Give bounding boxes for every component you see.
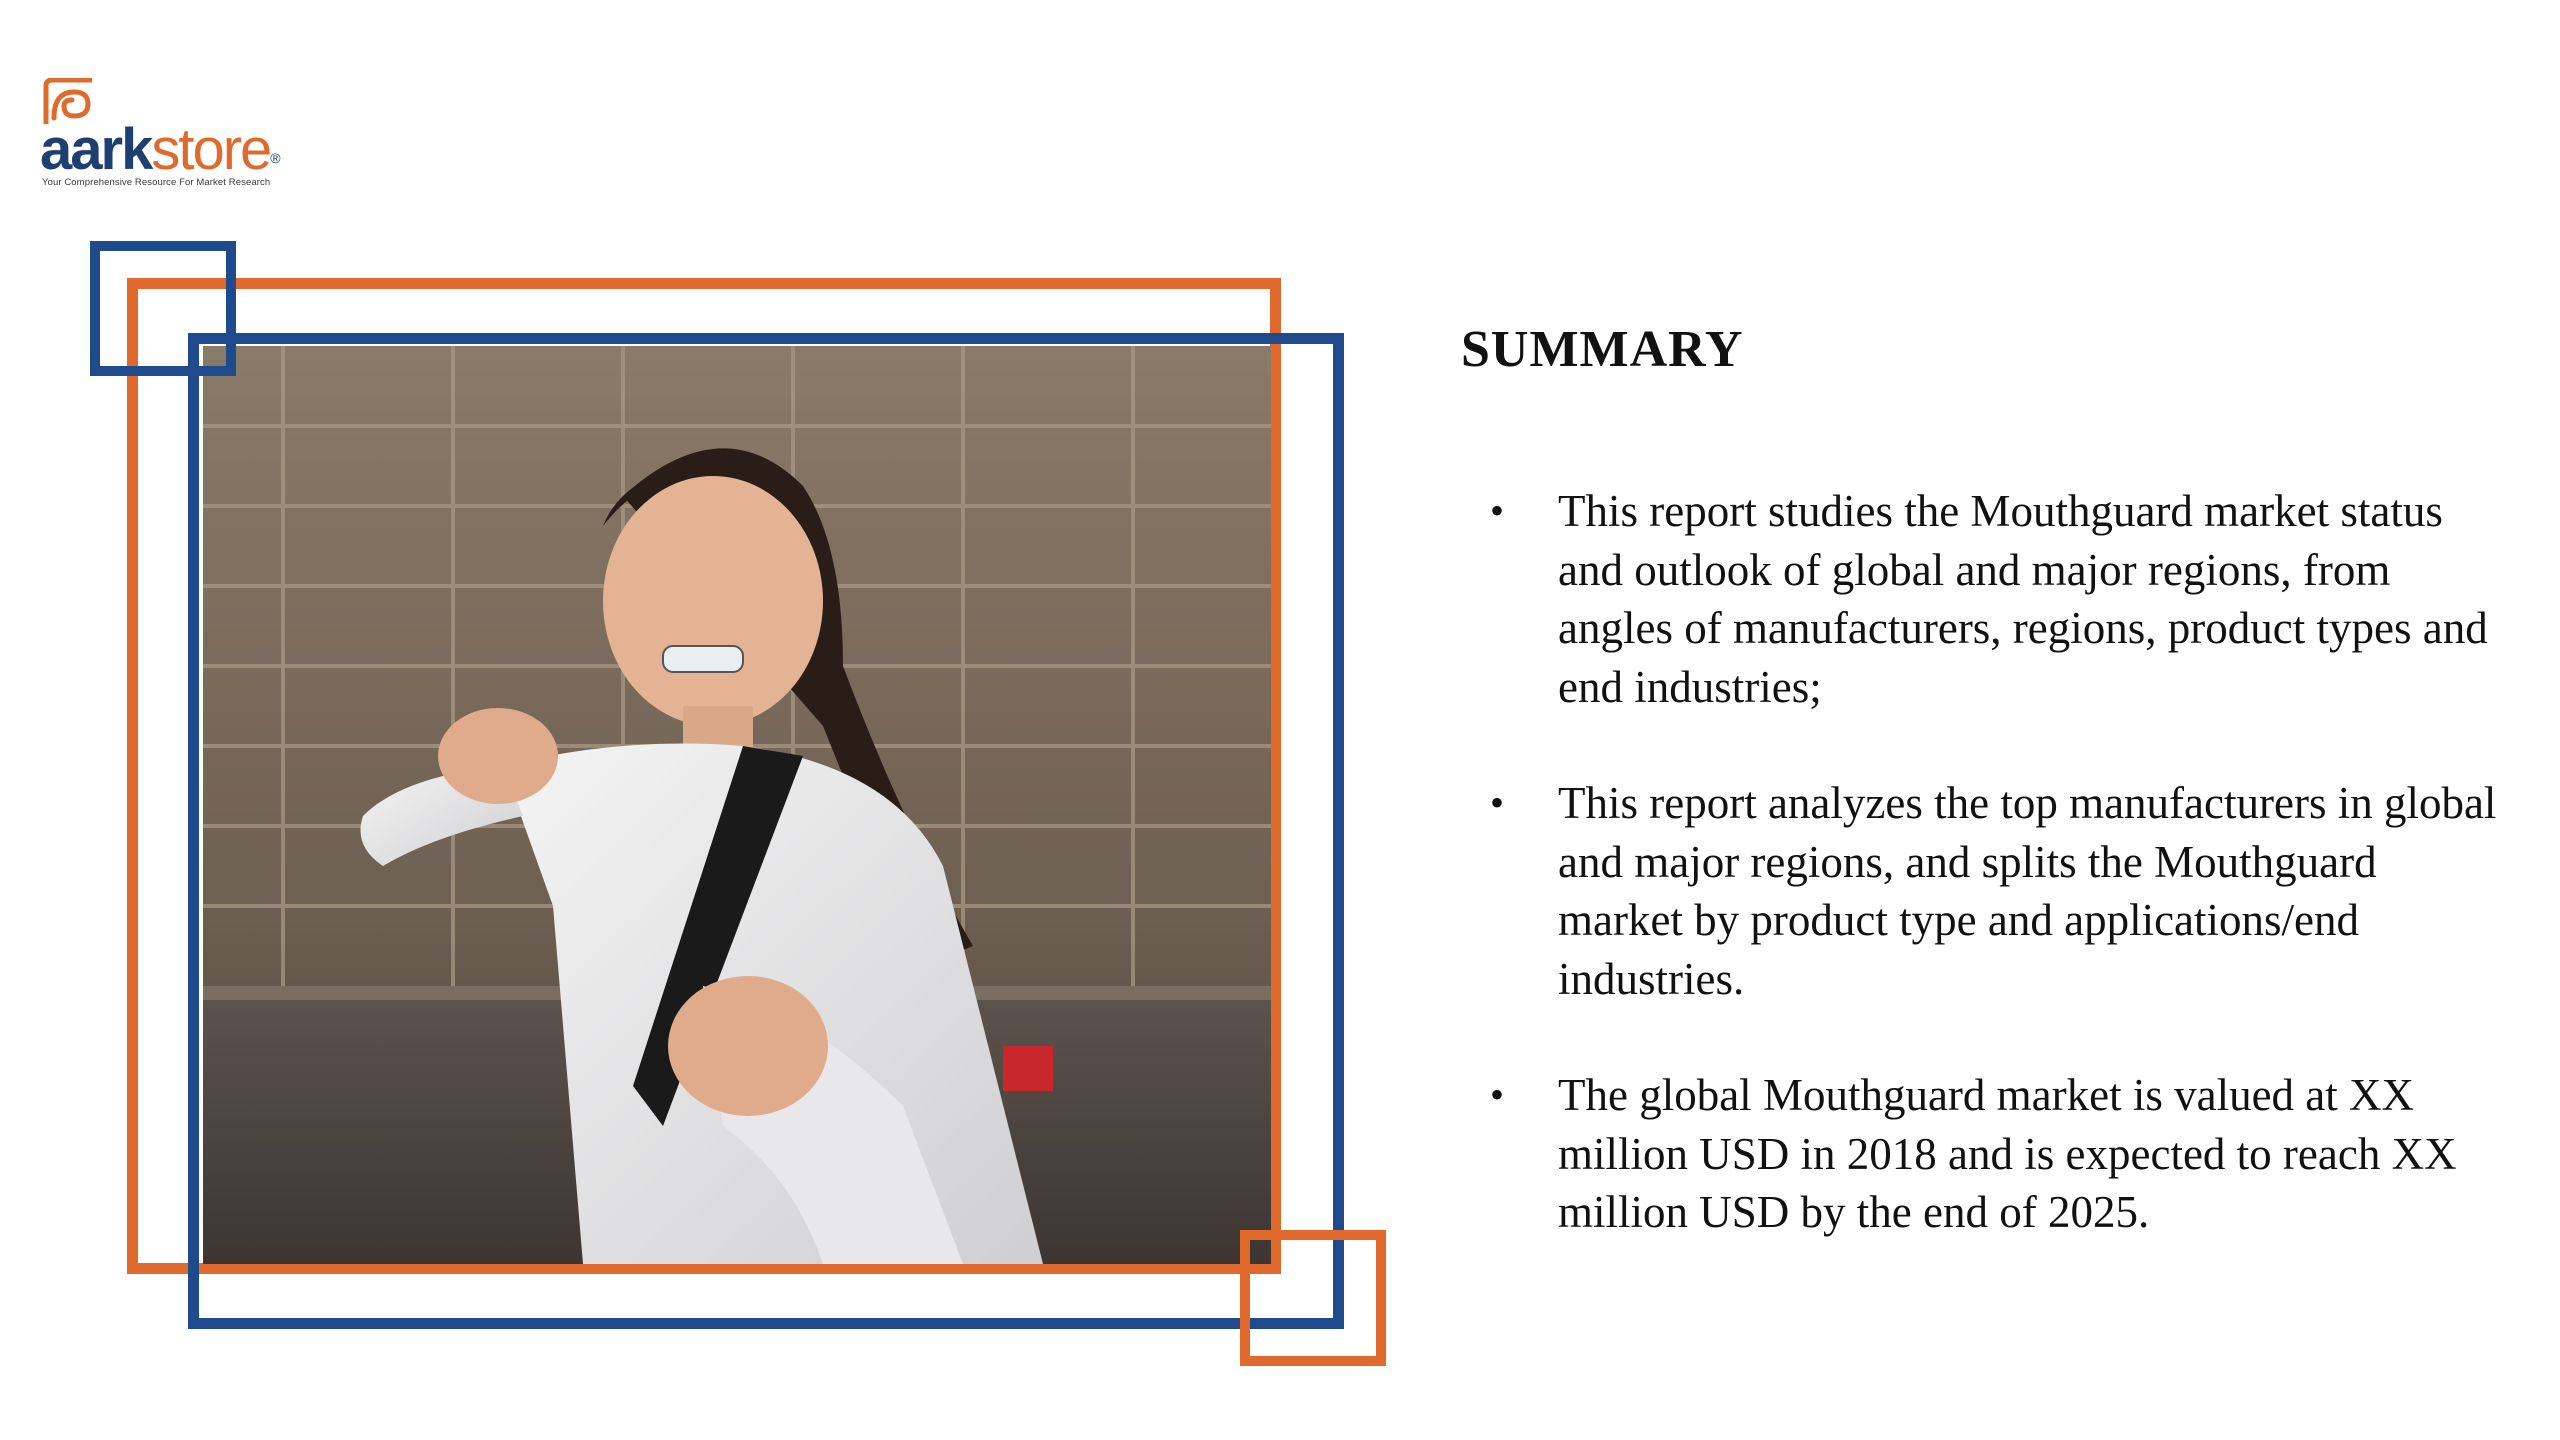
summary-bullet [1490, 1066, 2500, 1242]
registered-mark: ® [270, 150, 279, 166]
orange-frame-accent [1240, 1230, 1386, 1366]
summary-bullet [1490, 774, 2500, 1008]
brand-wordmark [40, 117, 279, 182]
summary-bullet-text: The global Mouthguard market is valued at XX million USD in 2018 and is expected to reach XX million USD by the end of 2025. [1558, 1070, 2457, 1237]
blue-frame-large [188, 333, 1344, 1329]
bullet-icon: • [1490, 1072, 1505, 1117]
blue-frame-accent [90, 241, 236, 376]
brand-logo [40, 78, 300, 188]
summary-bullet-list [1490, 482, 2500, 1300]
summary-bullet-text: This report analyzes the top manufacturers in global and major regions, and splits the Mouthguard market by product type and applications/end industries. [1558, 778, 2497, 1004]
bullet-icon: • [1490, 780, 1505, 825]
summary-bullet [1490, 482, 2500, 716]
summary-heading: SUMMARY [1461, 321, 1744, 378]
bullet-icon: • [1490, 488, 1505, 533]
brand-name-part1: aark [40, 117, 152, 182]
brand-name-part2: store [151, 117, 271, 182]
brand-tagline: Your Comprehensive Resource For Market Research [42, 177, 271, 188]
summary-bullet-text: This report studies the Mouthguard market status and outlook of global and major regions, from angles of manufacturers, regions, product types and end industries; [1558, 486, 2488, 712]
